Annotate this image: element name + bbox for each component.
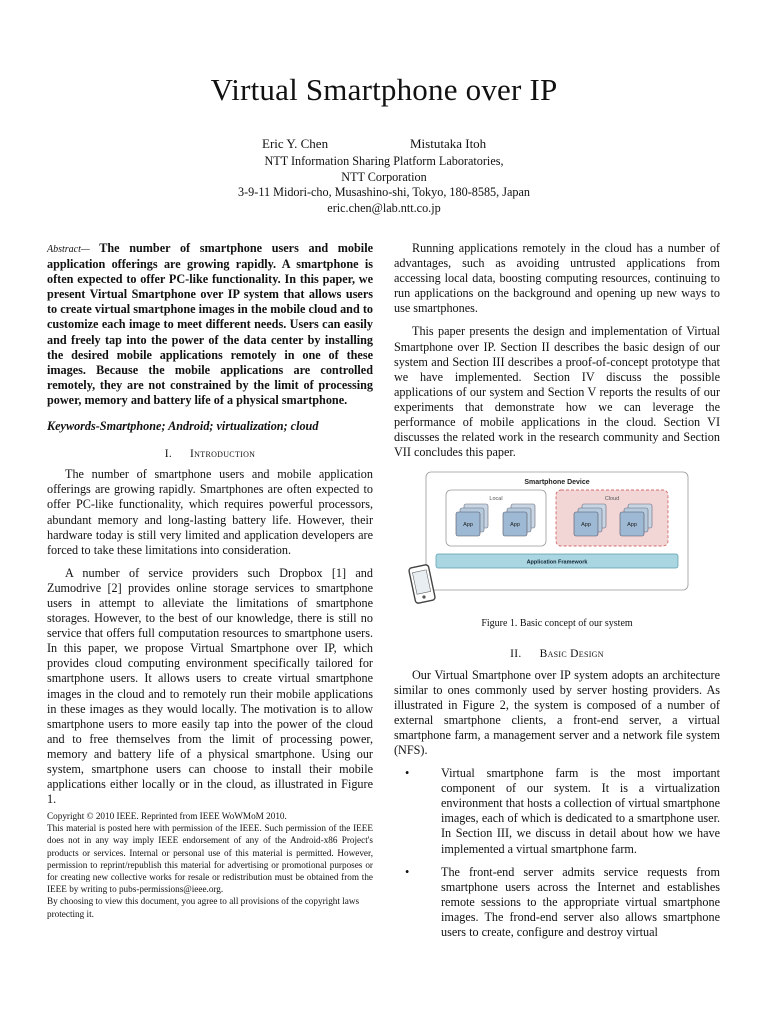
author-name: Eric Y. Chen <box>262 136 329 151</box>
bullet-item <box>394 865 720 940</box>
app-label: App <box>510 522 520 529</box>
copyright-permission: This material is posted here with permission of the IEEE. Such permission of the IEEE does not in any way imply IEEE endorsement of any of the Android-x86 Project's products or services. Internal or personal use of this material is permitted. However, permission to reprint/republish this material for advertising or promotional purposes or for creating new collective works for resale or redistribution must be obtained from the IEEE by writing to pubs-permissions@ieee.org. <box>47 823 373 895</box>
copyright-provision: By choosing to view this document, you agree to all provisions of the copyright laws protecting it. <box>47 896 360 919</box>
section-title: Basic Design <box>539 648 604 661</box>
bullet-text: Virtual smartphone farm is the most important component of our system. It is a virtualization environment that hosts a collection of virtual smartphone images, each of which is dedicated to a smartphone user. In Section III, we discuss in detail about how we have implemented a virtual smartphone farm. <box>441 766 720 856</box>
paragraph: This paper presents the design and implementation of Virtual Smartphone over IP. Section II describes the basic design of our system and Section III describes a proof-of-concept prototype that we have implemented. Section IV discuss the possible applications of our system and Section V reports the results of our experiments that demonstrate how we can leverage the performance of mobile applications in the cloud. Section VI discusses the related work in the research community and Section VII concludes this paper. <box>394 324 720 460</box>
right-column <box>394 241 720 948</box>
app-label: App <box>627 522 637 529</box>
section-number: II. <box>510 648 522 661</box>
bullet-list <box>394 766 720 940</box>
bullet-item <box>394 766 720 857</box>
paragraph: A number of service providers such Dropbox [1] and Zumodrive [2] provides online storage services to smartphone users in attempt to alleviate the limitations of smartphone storages. However, to the best of our knowledge, there is still no service that offers full computation resources to smartphone users. In this paper, we propose Virtual Smartphone over IP, which provides cloud computing environment specifically tailored for smartphone users. It allows users to create virtual smartphone images in the cloud and to remotely run their mobile applications in these images as they would locally. The motivation is to allow smartphone users to more easily tap into the power of the cloud and to free themselves from the limit of processing power, memory and battery life of a physical smartphone. Using our system, smartphone users can choose to install their mobile applications either locally or in the cloud, as illustrated in Figure 1. <box>47 565 373 807</box>
abstract-text: The number of smartphone users and mobile application offerings are growing rapidly. A smartphone is often expected to offer PC-like functionality. In this paper, we present Virtual Smartphone over IP system that allows users to create virtual smartphone images in the mobile cloud and to customize each image to meet different needs. Users can easily and freely tap into the power of the data center by installing the desired mobile applications remotely in one of these images. Because the mobile applications are controlled remotely, they are not constrained by the limit of processing power, memory and battery life of a physical smartphone. <box>47 241 373 407</box>
local-label: Local <box>489 496 503 503</box>
copyright-line: Copyright © 2010 IEEE. Reprinted from IEEE WoWMoM 2010. <box>47 811 287 821</box>
figure-1 <box>394 468 720 614</box>
app-stack-cloud-1 <box>574 504 606 536</box>
author-name: Mistutaka Itoh <box>410 136 487 151</box>
keywords: Keywords-Smartphone; Android; virtualization; cloud <box>47 419 319 434</box>
cloud-label: Cloud <box>604 496 620 503</box>
app-stack-local-1 <box>456 504 488 536</box>
app-label: App <box>463 522 473 529</box>
paragraph: Our Virtual Smartphone over IP system adopts an architecture similar to ones commonly used by server hosting providers. As illustrated in Figure 2, the system is composed of a number of external smartphone clients, a front-end server, a virtual smartphone farm, a management server and a network file system (NFS). <box>394 667 720 757</box>
affiliation-line: 3-9-11 Midori-cho, Musashino-shi, Tokyo, 180-8585, Japan <box>238 185 530 199</box>
section-number: I. <box>164 448 173 461</box>
affiliation-line: NTT Information Sharing Platform Laboratories, <box>264 154 504 168</box>
bullet-mark: • <box>405 864 410 879</box>
framework-label: Application Framework <box>526 559 588 566</box>
section-heading-basic-design <box>394 647 720 662</box>
paragraph: The number of smartphone users and mobile application offerings are growing rapidly. Smartphones are often expected to offer PC-like functionality, which requires powerful processors, abundant memory and long-lasting battery life. However, their hardware today is still very limited and application developers are forced to take these limitations into consideration. <box>47 467 373 557</box>
left-column <box>47 241 373 815</box>
figure-1-diagram <box>394 468 720 614</box>
abstract <box>47 241 373 408</box>
section-title: Introduction <box>190 448 256 461</box>
figure-caption: Figure 1. Basic concept of our system <box>481 618 633 630</box>
bullet-mark: • <box>405 766 410 781</box>
bullet-text: The front-end server admits service requests from smartphone users across the Internet and establishes remote sessions to the appropriate virtual smartphone images. The frond-end server also allows smartphone users to create, configure and destroy virtual <box>441 864 720 939</box>
app-label: App <box>581 522 591 529</box>
app-stack-cloud-2 <box>620 504 652 536</box>
abstract-label: Abstract— <box>47 244 90 255</box>
paragraph: Running applications remotely in the cloud has a number of advantages, such as avoiding untrusted applications from accessing local data, boosting computing resources, continuing to run applications on the background and opening up new ways to use smartphones. <box>394 241 720 316</box>
paper-title: Virtual Smartphone over IP <box>210 72 558 107</box>
affiliation-line: NTT Corporation <box>341 169 427 184</box>
device-label: Smartphone Device <box>524 479 590 487</box>
affiliation-block <box>0 154 768 216</box>
app-stack-local-2 <box>503 504 535 536</box>
section-heading-introduction <box>47 447 373 462</box>
author-email: eric.chen@lab.ntt.co.jp <box>327 200 441 215</box>
copyright-notice <box>47 810 373 920</box>
